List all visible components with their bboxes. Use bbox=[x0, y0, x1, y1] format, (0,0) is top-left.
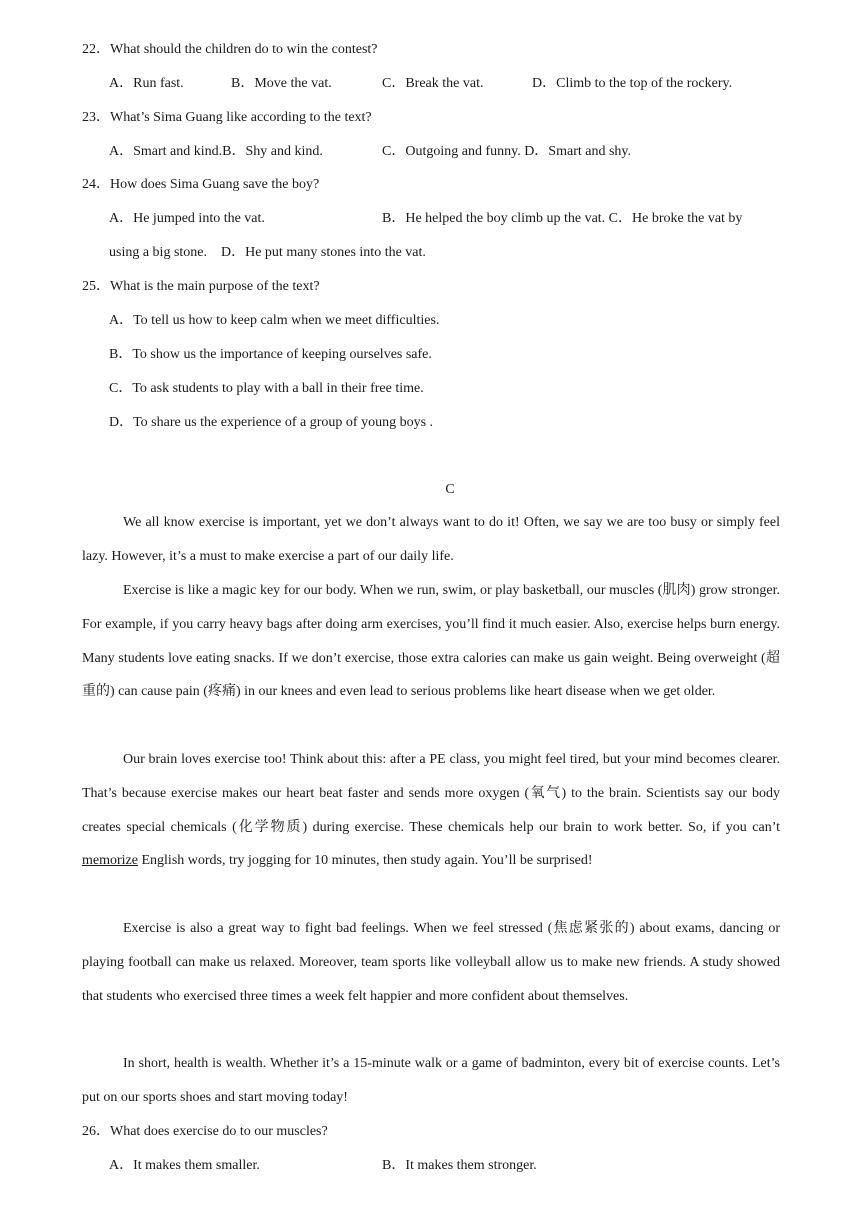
q26-option-b: B．It makes them stronger. bbox=[382, 1158, 537, 1173]
underlined-word: memorize bbox=[82, 853, 138, 869]
q22-option-c: C．Break the vat. bbox=[382, 76, 484, 91]
q25-option-d: D．To share us the experience of a group of young boys . bbox=[109, 415, 434, 430]
paragraph-3-text-start: Our brain loves exercise too! Think about this: after a PE class, you might feel tired, but your mind becomes clearer. That’s because exercise makes our heart beat faster and sends more oxygen (氧气) to the brain. Scientists say our body creates special chemicals (化学物质) during exercise. These chemicals help our brain to work better. So, if you can’t bbox=[82, 752, 780, 835]
passage-paragraph-4: Exercise is also a great way to fight bad feelings. When we feel stressed (焦虑紧张的) about exams, dancing or playing football can make us relaxed. Moreover, team sports like volleyball allow us to make new friends. A study showed that students who exercised three times a week felt happier and more confident about themselves. bbox=[82, 921, 780, 1004]
passage-paragraph-3 bbox=[82, 743, 780, 878]
q24-options-cd-continued: using a big stone. D．He put many stones into the vat. bbox=[109, 245, 426, 260]
passage-paragraph-5: In short, health is wealth. Whether it’s a 15-minute walk or a game of badminton, every bit of exercise counts. Let’s put on our sports shoes and start moving today! bbox=[82, 1056, 780, 1105]
q22-option-b: B．Move the vat. bbox=[231, 76, 332, 91]
q24-option-a: A．He jumped into the vat. bbox=[109, 211, 265, 226]
q25-option-c: C．To ask students to play with a ball in their free time. bbox=[109, 381, 424, 396]
question-26-stem: 26．What does exercise do to our muscles? bbox=[82, 1124, 328, 1139]
passage-paragraph-2: Exercise is like a magic key for our body. When we run, swim, or play basketball, our muscles (肌肉) grow stronger. For example, if you carry heavy bags after doing arm exercises, you’ll find it much easier. Also, exercise helps burn energy. Many students love eating snacks. If we don’t exercise, those extra calories can make us gain weight. Being overweight (超重的) can cause pain (疼痛) in our knees and even lead to serious problems like heart disease when we get older. bbox=[82, 583, 780, 700]
question-23-stem: 23．What’s Sima Guang like according to the text? bbox=[82, 110, 372, 125]
q23-options-ab: A．Smart and kind.B．Shy and kind. bbox=[109, 144, 323, 159]
question-24-stem: 24．How does Sima Guang save the boy? bbox=[82, 177, 320, 192]
question-25-stem: 25．What is the main purpose of the text? bbox=[82, 279, 320, 294]
q23-options-cd: C．Outgoing and funny. D．Smart and shy. bbox=[382, 144, 631, 159]
q22-option-a: A．Run fast. bbox=[109, 76, 184, 91]
question-22-stem: 22．What should the children do to win the contest? bbox=[82, 42, 378, 57]
paragraph-3-text-end: English words, try jogging for 10 minutes, then study again. You’ll be surprised! bbox=[137, 853, 593, 869]
q26-option-a: A．It makes them smaller. bbox=[109, 1158, 260, 1173]
q25-option-b: B．To show us the importance of keeping ourselves safe. bbox=[109, 347, 432, 362]
q24-options-bc: B．He helped the boy climb up the vat. C．He broke the vat by bbox=[382, 211, 743, 226]
q25-option-a: A．To tell us how to keep calm when we meet difficulties. bbox=[109, 313, 440, 328]
section-label: C bbox=[445, 482, 455, 497]
q22-option-d: D．Climb to the top of the rockery. bbox=[532, 76, 733, 91]
passage-paragraph-1: We all know exercise is important, yet we don’t always want to do it! Often, we say we are too busy or simply feel lazy. However, it’s a must to make exercise a part of our daily life. bbox=[82, 515, 780, 564]
